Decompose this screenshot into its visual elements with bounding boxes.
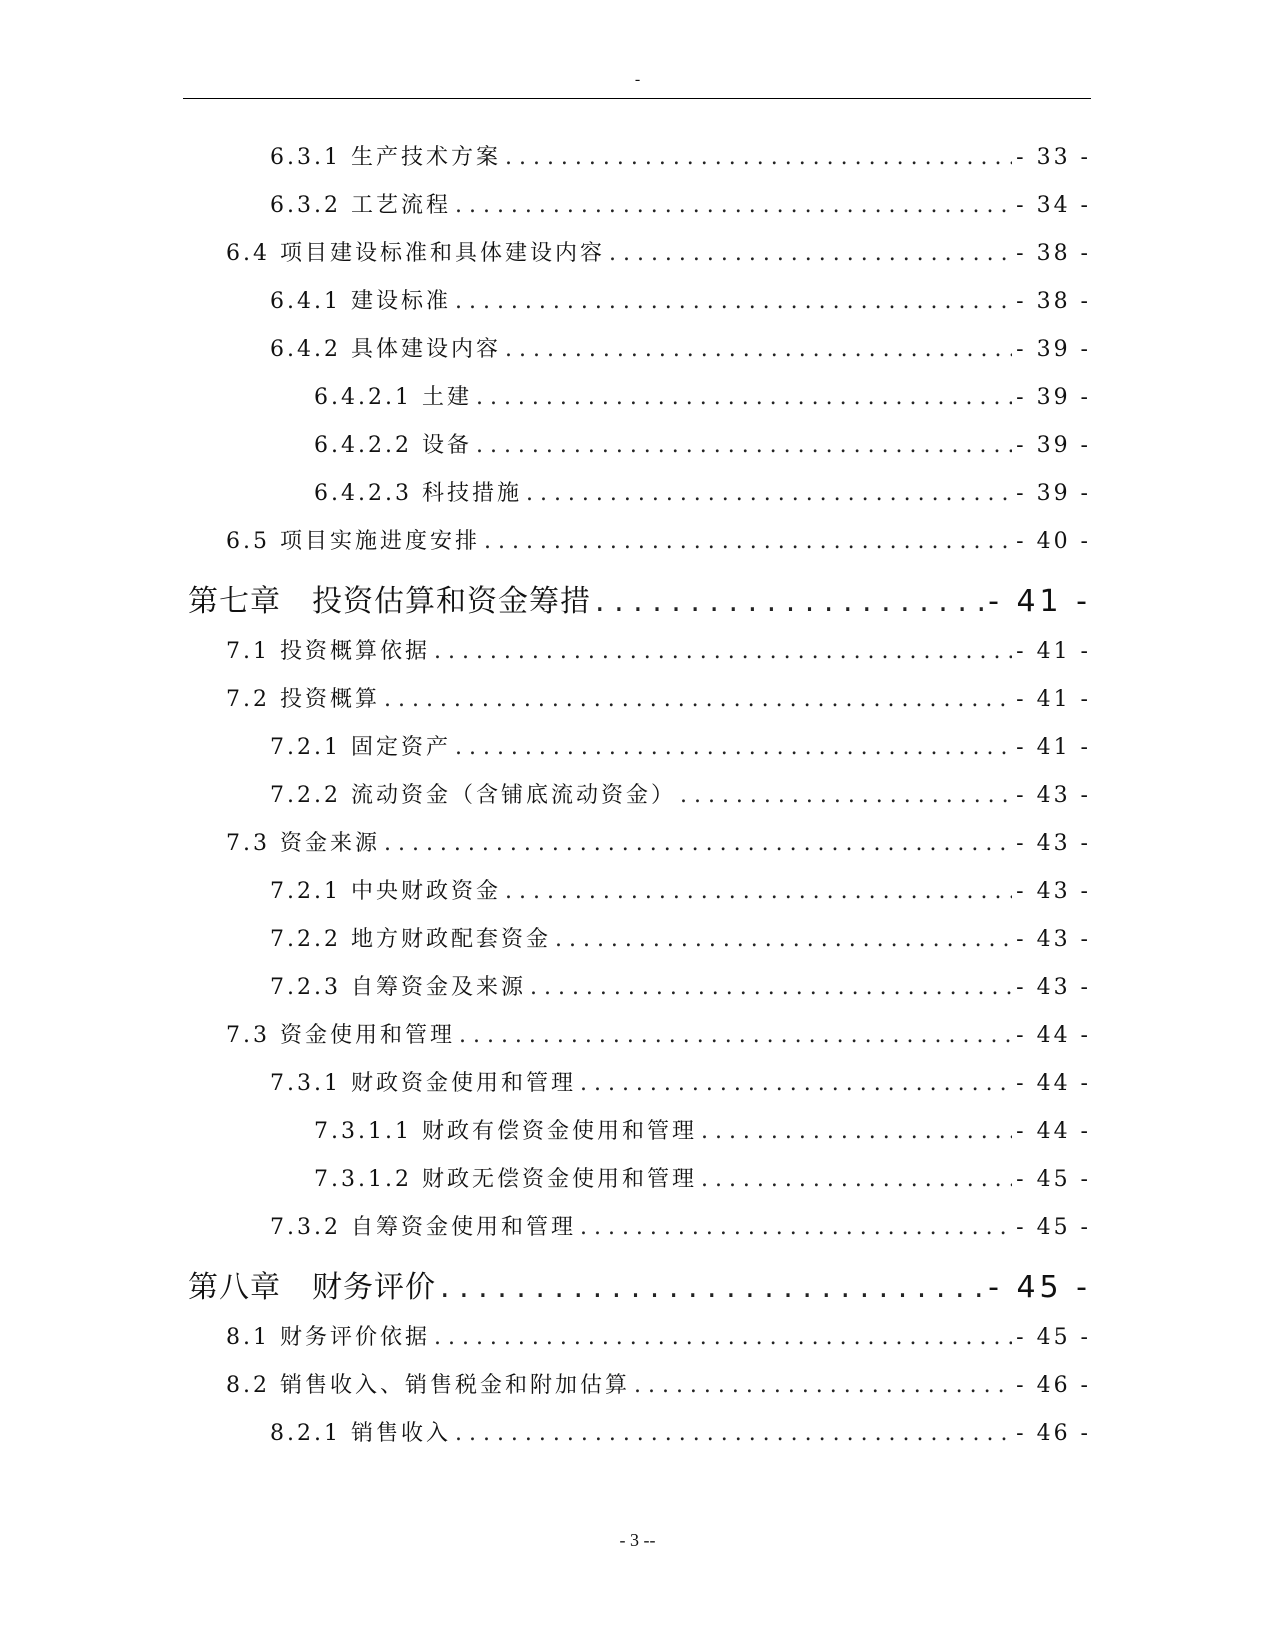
toc-entry-title: 7.2.2 流动资金（含铺底流动资金）	[270, 783, 676, 808]
toc-dot-leader	[484, 529, 1012, 554]
toc-dot-leader	[440, 1270, 984, 1305]
toc-entry-page: - 45 -	[1016, 1325, 1091, 1350]
toc-dot-leader	[505, 145, 1012, 170]
toc-entry[interactable]	[270, 1210, 1091, 1241]
toc-entry-page: - 38 -	[1016, 241, 1091, 266]
toc-dot-leader	[455, 289, 1012, 314]
toc-entry-page: - 45 -	[1016, 1167, 1091, 1192]
toc-entry-page: - 39 -	[1016, 385, 1091, 410]
toc-entry-title: 6.3.1 生产技术方案	[270, 145, 501, 170]
toc-entry-title: 6.4 项目建设标准和具体建设内容	[226, 241, 605, 266]
toc-dot-leader	[680, 783, 1012, 808]
toc-entry[interactable]	[226, 1320, 1091, 1351]
toc-entry[interactable]	[226, 236, 1091, 267]
toc-entry-page: - 41 -	[1016, 735, 1091, 760]
toc-dot-leader	[505, 879, 1012, 904]
toc-entry[interactable]	[270, 778, 1091, 809]
toc-entry-title: 7.2.2 地方财政配套资金	[270, 927, 551, 952]
toc-dot-leader	[455, 1421, 1012, 1446]
toc-dot-leader	[555, 927, 1012, 952]
toc-entry-title: 7.3.1 财政资金使用和管理	[270, 1071, 576, 1096]
toc-entry[interactable]	[270, 1066, 1091, 1097]
toc-entry-page: - 38 -	[1016, 289, 1091, 314]
toc-entry[interactable]	[270, 1416, 1091, 1447]
toc-entry[interactable]	[270, 970, 1091, 1001]
toc-entry-page: - 40 -	[1016, 529, 1091, 554]
toc-entry-title: 6.4.2.3 科技措施	[314, 481, 522, 506]
toc-chapter-entry[interactable]	[188, 1262, 1091, 1306]
toc-dot-leader	[476, 385, 1012, 410]
toc-entry-title: 8.1 财务评价依据	[226, 1325, 430, 1350]
toc-entry-page: - 41 -	[988, 584, 1091, 619]
toc-entry[interactable]	[314, 1114, 1091, 1145]
toc-entry-title: 8.2 销售收入、销售税金和附加估算	[226, 1373, 630, 1398]
toc-entry-title: 7.1 投资概算依据	[226, 639, 430, 664]
toc-entry-title: 7.3.2 自筹资金使用和管理	[270, 1215, 576, 1240]
toc-entry-page: - 43 -	[1016, 927, 1091, 952]
toc-entry[interactable]	[270, 140, 1091, 171]
toc-entry-title: 6.5 项目实施进度安排	[226, 529, 480, 554]
toc-entry-title: 7.2.1 固定资产	[270, 735, 451, 760]
toc-entry[interactable]	[314, 380, 1091, 411]
toc-dot-leader	[701, 1119, 1012, 1144]
toc-entry-page: - 43 -	[1016, 879, 1091, 904]
toc-entry-title: 6.4.1 建设标准	[270, 289, 451, 314]
toc-dot-leader	[384, 687, 1012, 712]
toc-entry-page: - 39 -	[1016, 337, 1091, 362]
toc-entry-title: 6.3.2 工艺流程	[270, 193, 451, 218]
toc-dot-leader	[580, 1215, 1012, 1240]
toc-entry[interactable]	[270, 284, 1091, 315]
toc-entry[interactable]	[226, 1018, 1091, 1049]
toc-entry-page: - 44 -	[1016, 1119, 1091, 1144]
toc-entry-title: 7.3.1.2 财政无偿资金使用和管理	[314, 1167, 697, 1192]
toc-entry-title: 6.4.2.2 设备	[314, 433, 472, 458]
toc-entry-page: - 45 -	[1016, 1215, 1091, 1240]
toc-entry[interactable]	[270, 188, 1091, 219]
toc-entry[interactable]	[226, 682, 1091, 713]
toc-entry-page: - 43 -	[1016, 783, 1091, 808]
toc-entry-page: - 43 -	[1016, 831, 1091, 856]
toc-dot-leader	[476, 433, 1012, 458]
toc-entry[interactable]	[314, 1162, 1091, 1193]
toc-entry-title: 7.2 投资概算	[226, 687, 380, 712]
header-mark: -	[634, 71, 641, 88]
footer-page-number: - 3 --	[619, 1530, 656, 1550]
toc-entry-page: - 39 -	[1016, 433, 1091, 458]
toc-dot-leader	[434, 1325, 1012, 1350]
toc-entry[interactable]	[270, 332, 1091, 363]
toc-entry-page: - 46 -	[1016, 1373, 1091, 1398]
toc-dot-leader	[526, 481, 1012, 506]
toc-entry-page: - 44 -	[1016, 1071, 1091, 1096]
toc-entry-title: 第七章 投资估算和资金筹措	[188, 584, 591, 619]
toc-dot-leader	[634, 1373, 1012, 1398]
toc-dot-leader	[701, 1167, 1012, 1192]
header-rule	[183, 98, 1091, 99]
toc-entry[interactable]	[314, 428, 1091, 459]
toc-entry-page: - 45 -	[988, 1270, 1091, 1305]
toc-entry-title: 7.3.1.1 财政有偿资金使用和管理	[314, 1119, 697, 1144]
toc-entry-page: - 46 -	[1016, 1421, 1091, 1446]
toc-entry-title: 7.2.1 中央财政资金	[270, 879, 501, 904]
toc-entry[interactable]	[226, 1368, 1091, 1399]
toc-entry-title: 8.2.1 销售收入	[270, 1421, 451, 1446]
toc-entry[interactable]	[270, 922, 1091, 953]
toc-entry-page: - 33 -	[1016, 145, 1091, 170]
toc-dot-leader	[455, 193, 1012, 218]
toc-dot-leader	[580, 1071, 1012, 1096]
toc-entry-page: - 41 -	[1016, 639, 1091, 664]
toc-dot-leader	[459, 1023, 1012, 1048]
toc-dot-leader	[595, 584, 984, 619]
toc-dot-leader	[455, 735, 1012, 760]
toc-entry-title: 6.4.2.1 土建	[314, 385, 472, 410]
toc-entry[interactable]	[226, 524, 1091, 555]
toc-entry-page: - 39 -	[1016, 481, 1091, 506]
toc-dot-leader	[384, 831, 1012, 856]
toc-entry-page: - 43 -	[1016, 975, 1091, 1000]
toc-chapter-entry[interactable]	[188, 576, 1091, 620]
toc-dot-leader	[505, 337, 1012, 362]
toc-dot-leader	[530, 975, 1012, 1000]
toc-entry[interactable]	[226, 634, 1091, 665]
toc-entry-page: - 34 -	[1016, 193, 1091, 218]
toc-entry[interactable]	[270, 874, 1091, 905]
toc-entry-title: 7.3 资金使用和管理	[226, 1023, 455, 1048]
toc-dot-leader	[434, 639, 1012, 664]
toc-entry[interactable]	[270, 730, 1091, 761]
toc-entry[interactable]	[226, 826, 1091, 857]
toc-entry-title: 第八章 财务评价	[188, 1270, 436, 1305]
toc-entry-page: - 44 -	[1016, 1023, 1091, 1048]
toc-dot-leader	[609, 241, 1012, 266]
toc-entry[interactable]	[314, 476, 1091, 507]
toc-entry-title: 7.3 资金来源	[226, 831, 380, 856]
toc-entry-title: 6.4.2 具体建设内容	[270, 337, 501, 362]
toc-entry-title: 7.2.3 自筹资金及来源	[270, 975, 526, 1000]
toc-entry-page: - 41 -	[1016, 687, 1091, 712]
